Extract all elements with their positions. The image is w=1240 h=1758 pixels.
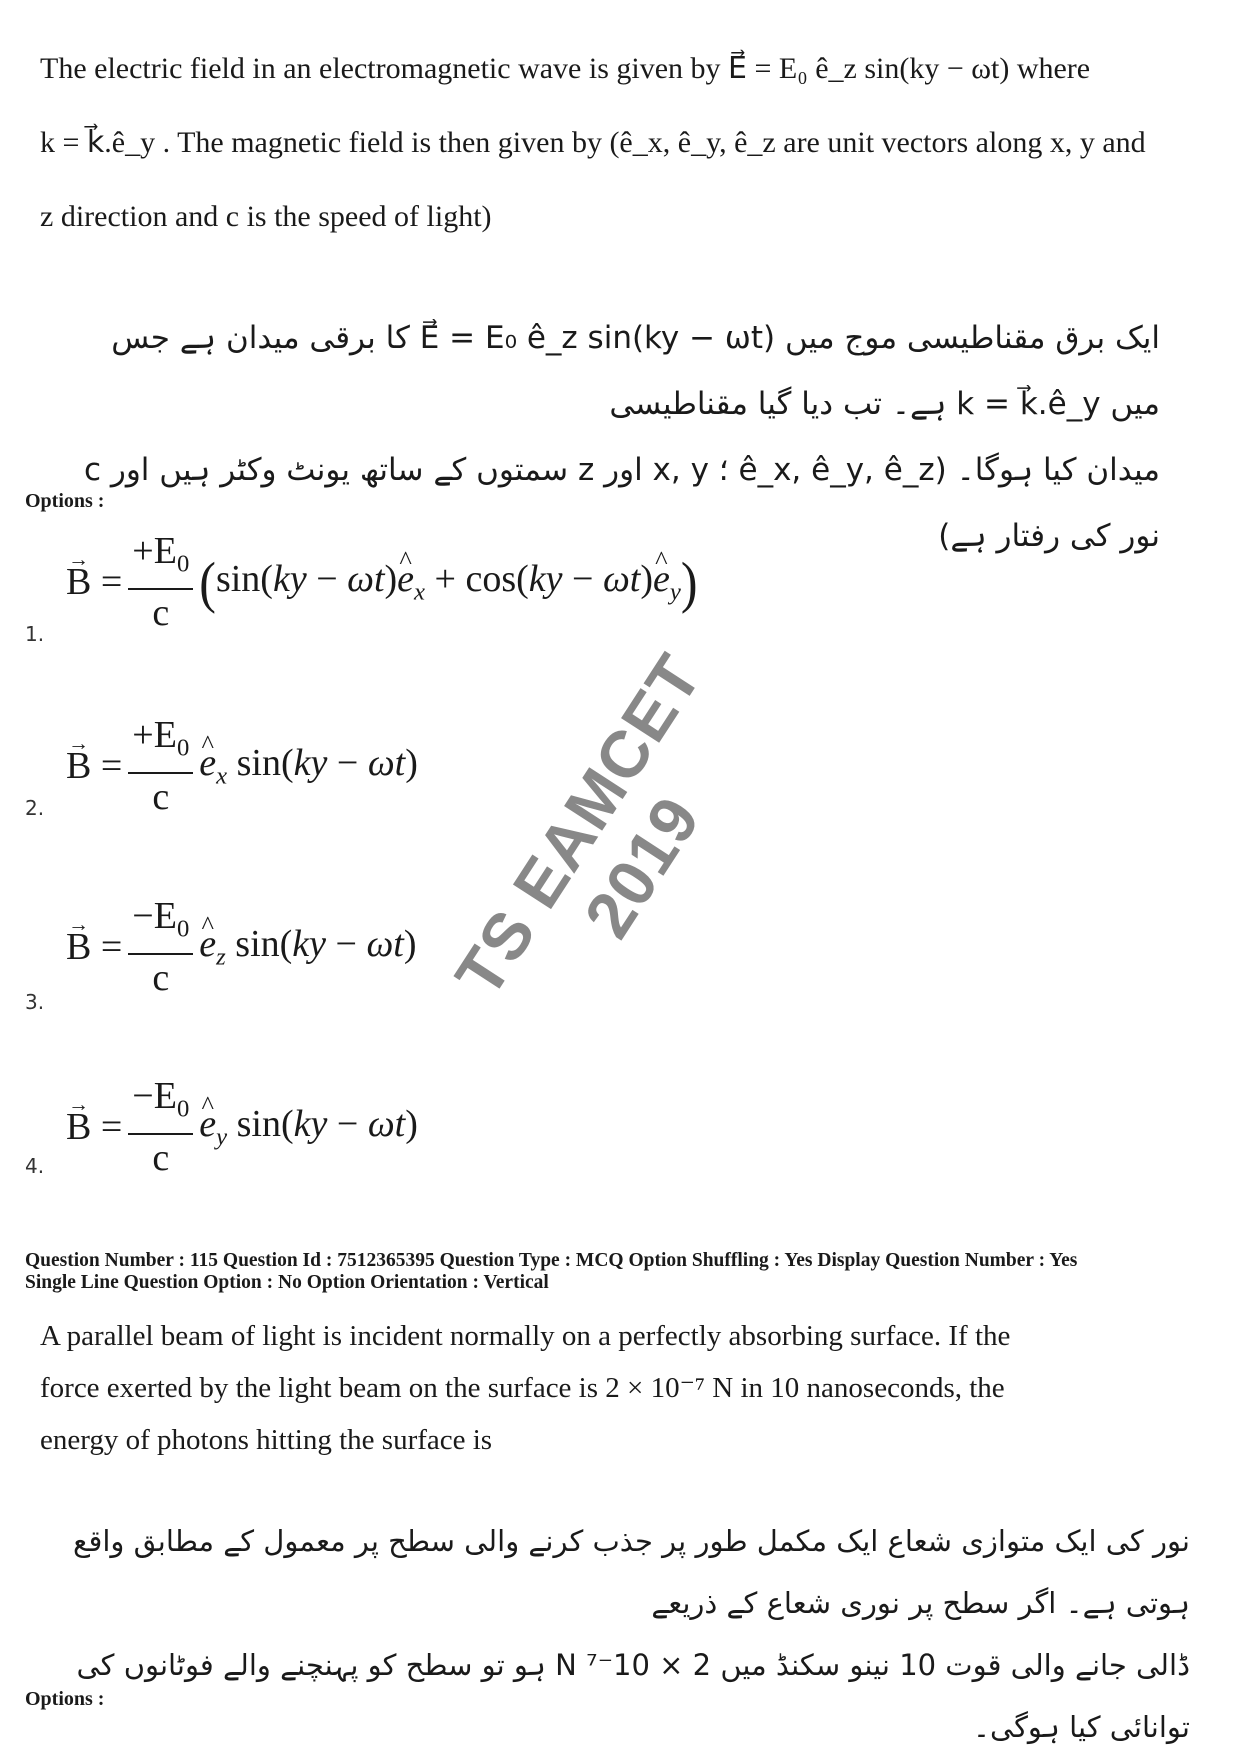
question-1-line-1: The electric field in an electromagnetic wave is given by E⃗ = E₀ ê_z sin(ky − ωt) where: [40, 52, 1091, 85]
question-1-text: [40, 32, 1220, 254]
options-label-2: Options :: [25, 1688, 105, 1710]
option-2-number: 2.: [25, 796, 45, 820]
question-2-urdu-line-1: نور کی ایک متوازی شعاع ایک مکمل طور پر جذب کرنے والی سطح پر معمول کے مطابق واقع ہوتی ہے۔ اگر سطح پر نوری شعاع کے ذریعے: [73, 1524, 1190, 1620]
question-2-urdu-line-2: ڈالی جانے والی قوت 10 نینو سکنڈ میں 2 × 10⁻⁷ N ہو تو سطح کو پہنچنے والے فوٹانوں کی توانائی کیا ہوگی۔: [76, 1648, 1190, 1744]
question-1-urdu-line-1: ایک برق مقناطیسی موج میں E⃗ = E₀ ê_z sin(ky − ωt) کا برقی میدان ہے جس میں k = k⃗.ê_y ہے۔ تب دیا گیا مقناطیسی: [111, 320, 1160, 422]
option-1-formula[interactable]: → B = $\frac{+E_0}{c}$ ( sin(ky − ωt)^ $e_x + \cos(ky$ − ωt)^ $e_y$ ): [66, 528, 697, 636]
question-2-line-2: force exerted by the light beam on the surface is 2 × 10⁻⁷ N in 10 nanoseconds, the: [40, 1372, 1005, 1404]
options-label: Options :: [25, 490, 105, 512]
question-meta-line-1: Question Number : 115 Question Id : 7512365395 Question Type : MCQ Option Shuffling : Yes Display Question Number : Yes: [25, 1250, 1078, 1271]
question-1-line-3: z direction and c is the speed of light): [40, 200, 492, 233]
question-meta-line-2: Single Line Question Option : No Option Orientation : Vertical: [25, 1272, 549, 1293]
option-3-formula[interactable]: → B = $\frac{-E_0}{c}$ ^ $e_z$ sin(ky − ωt): [66, 893, 417, 1001]
option-1-number: 1.: [25, 622, 45, 646]
question-1-urdu-line-2: میدان کیا ہوگا۔ (ê_x, ê_y, ê_z ؛ x, y اور z سمتوں کے ساتھ یونٹ وکٹر ہیں اور c نور کی رفتار ہے): [83, 452, 1160, 554]
option-4-number: 4.: [25, 1154, 45, 1178]
question-2-urdu: [40, 1510, 1190, 1758]
option-2-formula[interactable]: → B = $\frac{+E_0}{c}$ ^ $e_x$ sin(ky − ωt): [66, 712, 418, 820]
question-2-text: [40, 1310, 1220, 1466]
watermark: TS EAMCET 2019: [440, 641, 716, 1010]
question-1-line-2: k = k⃗.ê_y . The magnetic field is then given by (ê_x, ê_y, ê_z are unit vectors along x, y and: [40, 126, 1146, 159]
question-2-line-3: energy of photons hitting the surface is: [40, 1424, 493, 1456]
question-2-line-1: A parallel beam of light is incident normally on a perfectly absorbing surface. If the: [40, 1320, 1011, 1352]
option-3-number: 3.: [25, 990, 45, 1014]
option-4-formula[interactable]: → B = $\frac{-E_0}{c}$ ^ $e_y$ sin(ky − ωt): [66, 1073, 418, 1181]
question-meta: [25, 1250, 1225, 1294]
